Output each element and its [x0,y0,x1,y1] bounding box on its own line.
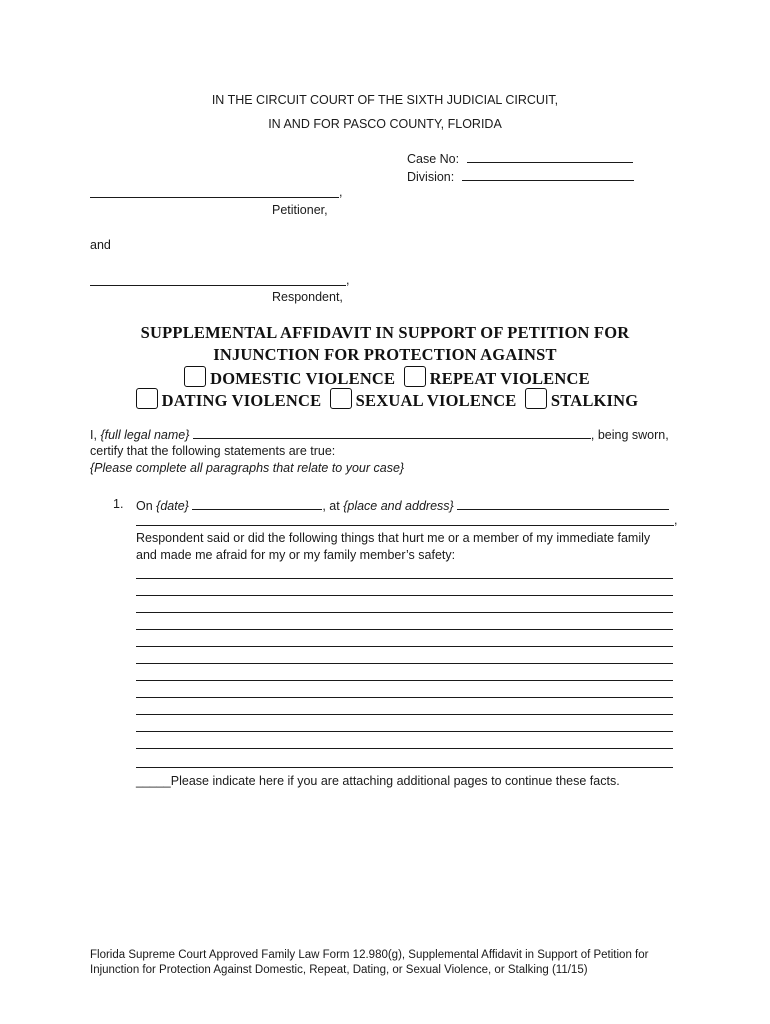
date-hint: {date} [156,499,189,513]
domestic-violence-checkbox[interactable] [184,366,206,387]
case-no-label: Case No: [407,152,460,166]
date-field[interactable] [192,497,322,510]
respondent-name-field[interactable] [90,285,346,286]
facts-line[interactable] [136,748,673,749]
dating-violence-label: DATING VIOLENCE [161,391,322,410]
sexual-violence-checkbox[interactable] [330,388,352,409]
petitioner-comma: , [339,185,343,199]
facts-line[interactable] [136,578,673,579]
title-options-row2 [0,388,770,411]
case-no-row [407,150,633,166]
facts-line[interactable] [136,663,673,664]
sexual-violence-label: SEXUAL VIOLENCE [355,391,517,410]
intro-line [90,426,669,442]
being-sworn: , being sworn, [590,428,669,442]
paragraph1-number: 1. [113,497,124,511]
footer-line1: Florida Supreme Court Approved Family Law Form 12.980(g), Supplemental Affidavit in Support of Petition for [90,949,649,961]
petitioner-label: Petitioner, [272,203,328,217]
case-no-field[interactable] [467,150,633,163]
place-field[interactable] [457,497,669,510]
court-header-line2: IN AND FOR PASCO COUNTY, FLORIDA [268,117,502,131]
facts-line[interactable] [136,731,673,732]
intro-prefix: I, [90,428,97,442]
facts-line[interactable] [136,767,673,768]
at-label: , at [322,499,340,513]
place-hint: {place and address} [343,499,454,513]
footer-line2: Injunction for Protection Against Domestic, Repeat, Dating, or Sexual Violence, or Stalking (11/15) [90,964,588,976]
stalking-label: STALKING [550,391,639,410]
on-label: On [136,499,153,513]
attach-row [136,774,620,788]
respondent-statement-cont: and made me afraid for my or my family member’s safety: [136,548,456,562]
respondent-label: Respondent, [272,290,343,304]
domestic-violence-label: DOMESTIC VIOLENCE [210,369,396,388]
title-line2: INJUNCTION FOR PROTECTION AGAINST [213,345,557,364]
stalking-checkbox[interactable] [525,388,547,409]
facts-line[interactable] [136,595,673,596]
facts-line[interactable] [136,697,673,698]
court-header-line1: IN THE CIRCUIT COURT OF THE SIXTH JUDICIAL CIRCUIT, [211,93,559,107]
respondent-statement: Respondent said or did the following things that hurt me or a member of my immediate family [136,531,651,545]
division-field[interactable] [462,168,634,181]
attach-blank[interactable]: _____ [136,774,171,788]
division-label: Division: [407,170,455,184]
respondent-comma: , [346,273,350,287]
facts-line[interactable] [136,629,673,630]
facts-line[interactable] [136,714,673,715]
division-row [407,168,634,184]
and-label: and [90,238,111,252]
paragraph1-date-line [136,497,669,513]
repeat-violence-label: REPEAT VIOLENCE [429,369,590,388]
title-options-row1 [0,366,770,389]
instruction-line: {Please complete all paragraphs that relate to your case} [90,461,405,475]
petitioner-name-field[interactable] [90,197,339,198]
repeat-violence-checkbox[interactable] [404,366,426,387]
facts-line[interactable] [136,646,673,647]
dating-violence-checkbox[interactable] [136,388,158,409]
full-name-field[interactable] [193,426,591,439]
facts-line[interactable] [136,612,673,613]
title-line1: SUPPLEMENTAL AFFIDAVIT IN SUPPORT OF PETITION FOR [140,323,630,342]
place-field-line2[interactable] [136,525,674,526]
place-trailing-comma: , [674,513,678,527]
attach-note: Please indicate here if you are attaching additional pages to continue these facts. [170,774,620,788]
facts-line[interactable] [136,680,673,681]
certify-line: certify that the following statements are true: [90,444,336,458]
full-name-hint: {full legal name} [100,428,190,442]
